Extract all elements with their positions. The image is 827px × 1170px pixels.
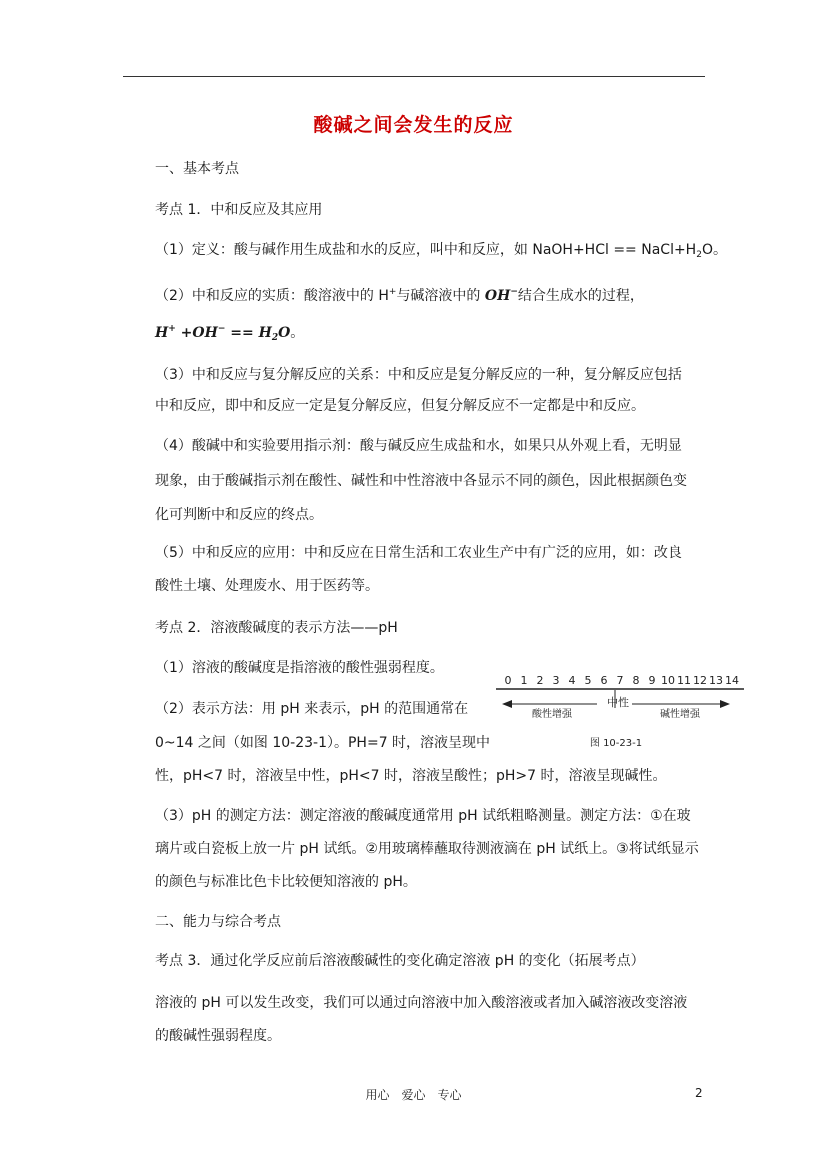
figure-caption: 图 10-23-1 xyxy=(589,738,643,749)
hydroxide-symbol: OH xyxy=(484,288,511,304)
ph-method-line-1: （2）表示方法：用 pH 来表示，pH 的范围通常在 xyxy=(155,701,469,717)
ph-tick-2: 2 xyxy=(536,674,544,687)
ph-tick-9: 9 xyxy=(648,674,656,687)
eq-oh-sup: − xyxy=(217,324,226,334)
ph-tick-labels xyxy=(505,674,740,687)
eq-oh: OH xyxy=(192,325,218,341)
definition-line xyxy=(155,240,727,265)
essence-text-a: （2）中和反应的实质：酸溶液中的 H xyxy=(155,288,389,304)
oh-superscript: − xyxy=(510,287,518,297)
definition-end: O。 xyxy=(701,242,727,258)
kaodian-2-heading: 考点 2．溶液酸碱度的表示方法——pH xyxy=(155,620,398,636)
ph-tick-10: 10 xyxy=(661,674,675,687)
indicator-line-1: （4）酸碱中和实验要用指示剂：酸与碱反应生成盐和水，如果只从外观上看，无明显 xyxy=(155,438,682,454)
application-line-2: 酸性土壤、处理废水、用于医药等。 xyxy=(155,578,379,594)
eq-h2: H xyxy=(258,325,272,341)
eq-equals: == xyxy=(225,325,259,341)
page-number: 2 xyxy=(695,1086,703,1100)
eq-end: 。 xyxy=(290,325,305,341)
indicator-line-2: 现象，由于酸碱指示剂在酸性、碱性和中性溶液中各显示不同的颜色，因此根据颜色变 xyxy=(155,473,687,489)
ph-tick-11: 11 xyxy=(677,674,691,687)
relation-line-1: （3）中和反应与复分解反应的关系：中和反应是复分解反应的一种，复分解反应包括 xyxy=(155,367,682,383)
h-superscript: + xyxy=(388,287,397,297)
kaodian-1-heading: 考点 1．中和反应及其应用 xyxy=(155,202,323,218)
eq-sub2: 2 xyxy=(271,333,279,343)
eq-h: H xyxy=(155,325,169,341)
essence-line xyxy=(155,282,644,306)
ph-tick-4: 4 xyxy=(568,674,576,687)
ph-scale-figure xyxy=(492,672,748,754)
section-heading-ability: 二、能力与综合考点 xyxy=(155,914,281,930)
ph-tick-13: 13 xyxy=(709,674,723,687)
ph-measure-line-3: 的颜色与标准比色卡比较便知溶液的 pH。 xyxy=(155,874,417,890)
ph-tick-14: 14 xyxy=(725,674,739,687)
ph-method-line-3: 性，pH<7 时，溶液呈中性，pH<7 时，溶液呈酸性；pH>7 时，溶液呈现碱性。 xyxy=(155,768,667,784)
ph-tick-0: 0 xyxy=(504,674,512,687)
ph-tick-5: 5 xyxy=(584,674,592,687)
ph-tick-6: 6 xyxy=(600,674,608,687)
ph-tick-8: 8 xyxy=(632,674,640,687)
ph-measure-line-1: （3）pH 的测定方法：测定溶液的酸碱度通常用 pH 试纸粗略测量。测定方法：①在玻 xyxy=(155,808,691,824)
acid-arrow-head xyxy=(502,700,512,708)
ionic-equation xyxy=(155,319,304,348)
relation-line-2: 中和反应，即中和反应一定是复分解反应，但复分解反应不一定都是中和反应。 xyxy=(155,398,645,414)
acid-label: 酸性增强 xyxy=(532,709,572,720)
essence-text-b: 与碱溶液中的 xyxy=(396,288,485,304)
section-heading-basic: 一、基本考点 xyxy=(155,161,239,177)
header-rule xyxy=(123,76,705,77)
essence-text-c: 结合生成水的过程， xyxy=(517,288,644,304)
ph-method-line-2: 0~14 之间（如图 10-23-1）。PH=7 时，溶液呈现中 xyxy=(155,735,491,751)
ph-measure-line-2: 璃片或白瓷板上放一片 pH 试纸。②用玻璃棒蘸取待测液滴在 pH 试纸上。③将试纸显示 xyxy=(155,841,699,857)
ph-tick-1: 1 xyxy=(520,674,528,687)
application-line-1: （5）中和反应的应用：中和反应在日常生活和工农业生产中有广泛的应用，如：改良 xyxy=(155,545,682,561)
page-footer: 用心 爱心 专心 xyxy=(365,1088,462,1102)
indicator-line-3: 化可判断中和反应的终点。 xyxy=(155,507,323,523)
ph-tick-7: 7 xyxy=(616,674,624,687)
base-arrow-head xyxy=(720,700,730,708)
neutral-label: 中性 xyxy=(607,696,629,709)
subscript: 2 xyxy=(696,250,702,260)
base-label: 碱性增强 xyxy=(660,709,700,720)
ph-tick-3: 3 xyxy=(552,674,560,687)
eq-o: O xyxy=(278,325,291,341)
page-title: 酸碱之间会发生的反应 xyxy=(313,114,514,136)
kaodian-3-heading: 考点 3．通过化学反应前后溶液酸碱性的变化确定溶液 pH 的变化（拓展考点） xyxy=(155,953,645,969)
definition-text: （1）定义：酸与碱作用生成盐和水的反应，叫中和反应，如 NaOH+HCl == NaCl+H xyxy=(155,242,697,258)
ph-change-line-1: 溶液的 pH 可以发生改变，我们可以通过向溶液中加入酸溶液或者加入碱溶液改变溶液 xyxy=(155,995,688,1011)
eq-plus: + xyxy=(175,325,193,341)
ph-definition-line: （1）溶液的酸碱度是指溶液的酸性强弱程度。 xyxy=(155,660,444,676)
eq-h-sup: + xyxy=(168,324,176,334)
ph-change-line-2: 的酸碱性强弱程度。 xyxy=(155,1028,281,1044)
ph-tick-12: 12 xyxy=(693,674,707,687)
